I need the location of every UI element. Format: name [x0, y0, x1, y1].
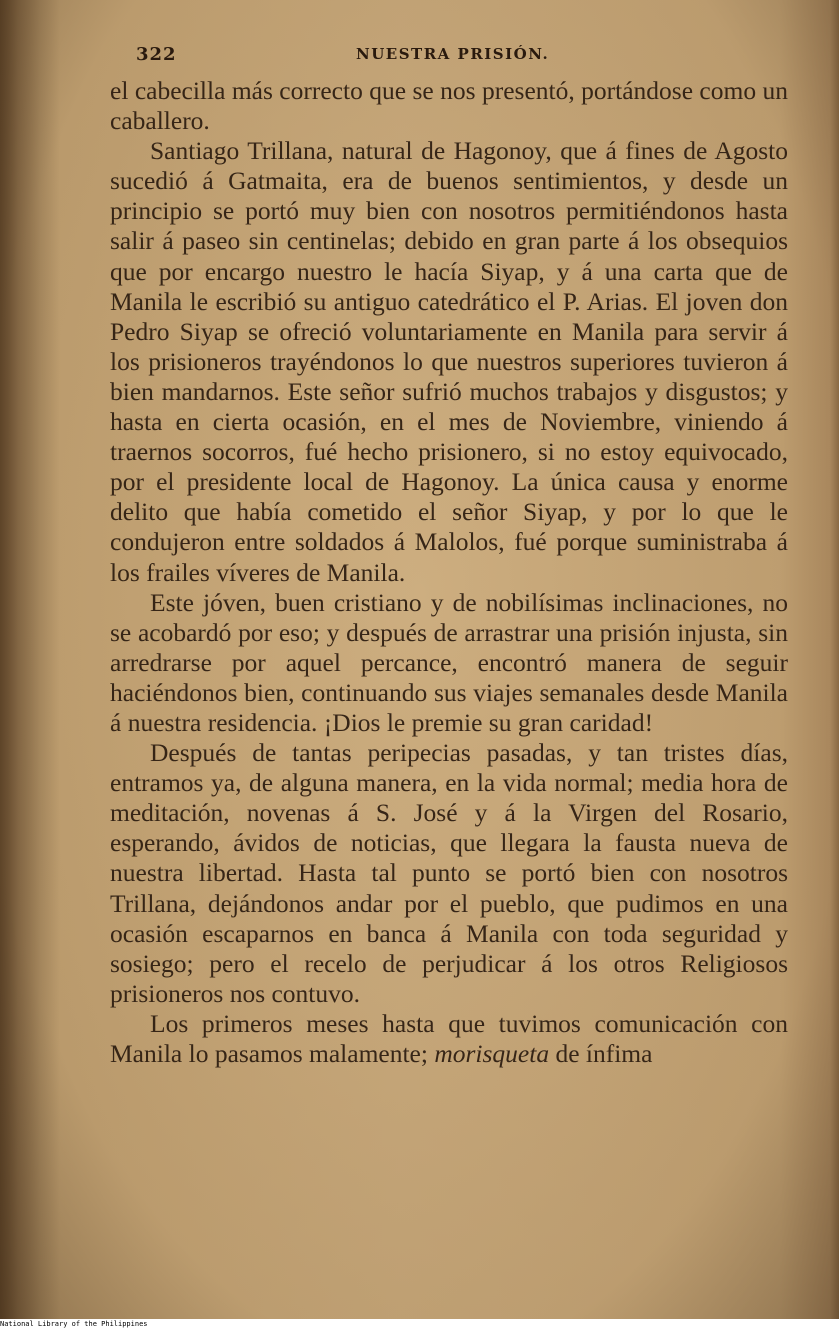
- paragraph-2: Santiago Trillana, natural de Hagonoy, que á fines de Agosto sucedió á Gatmaita, era de buenos sentimientos, y desde un principio se portó muy bien con nosotros permitiéndonos hasta salir á paseo sin centinelas; debido en gran parte á los obsequios que por encargo nuestro le hacía Siyap, y á una carta que de Manila le escribió su antiguo catedrático el P. Arias. El joven don Pedro Siyap se ofreció voluntariamente en Manila para servir á los prisioneros trayéndonos lo que nuestros superiores tuvieron á bien mandarnos. Este señor sufrió muchos trabajos y disgustos; y hasta en cierta ocasión, en el mes de Noviembre, viniendo á traernos socorros, fué hecho prisionero, si no estoy equivocado, por el presidente local de Hagonoy. La única causa y enorme delito que había cometido el señor Siyap, y por lo que le condujeron entre soldados á Malolos, fué porque suministraba á los frailes víveres de Manila.: [110, 136, 788, 587]
- paragraph-5: [110, 1009, 788, 1069]
- paragraph-3: Este jóven, buen cristiano y de nobilísimas inclinaciones, no se acobardó por eso; y después de arrastrar una prisión injusta, sin arredrarse por aquel percance, encontró manera de seguir haciéndonos bien, continuando sus viajes semanales desde Manila á nuestra residencia. ¡Dios le premie su gran caridad!: [110, 587, 788, 737]
- running-title: NUESTRA PRISIÓN.: [356, 45, 550, 63]
- paragraph-4: Después de tantas peripecias pasadas, y tan tristes días, entramos ya, de alguna manera, en la vida normal; media hora de meditación, novenas á S. José y á la Virgen del Rosario, esperando, ávidos de noticias, que llegara la fausta nueva de nuestra libertad. Hasta tal punto se portó bien con nosotros Trillana, dejándonos andar por el pueblo, que pudimos en una ocasión escaparnos en banca á Manila con toda seguridad y sosiego; pero el recelo de perjudicar á los otros Religiosos prisioneros nos contuvo.: [110, 738, 788, 1008]
- paragraph-1: el cabecilla más correcto que se nos presentó, portándose como un caballero.: [110, 76, 788, 136]
- paragraph-5-start: Los primeros meses hasta que tuvimos comunicación con Manila lo pasamos malamente;: [110, 1008, 788, 1068]
- paragraph-5-end: de ínfima: [549, 1039, 653, 1068]
- page-header: [136, 44, 729, 74]
- body-text: [110, 76, 788, 1069]
- library-watermark: National Library of the Philippines: [0, 1320, 148, 1328]
- paragraph-5-italic-word: morisqueta: [434, 1039, 550, 1068]
- page-number: 322: [136, 44, 177, 65]
